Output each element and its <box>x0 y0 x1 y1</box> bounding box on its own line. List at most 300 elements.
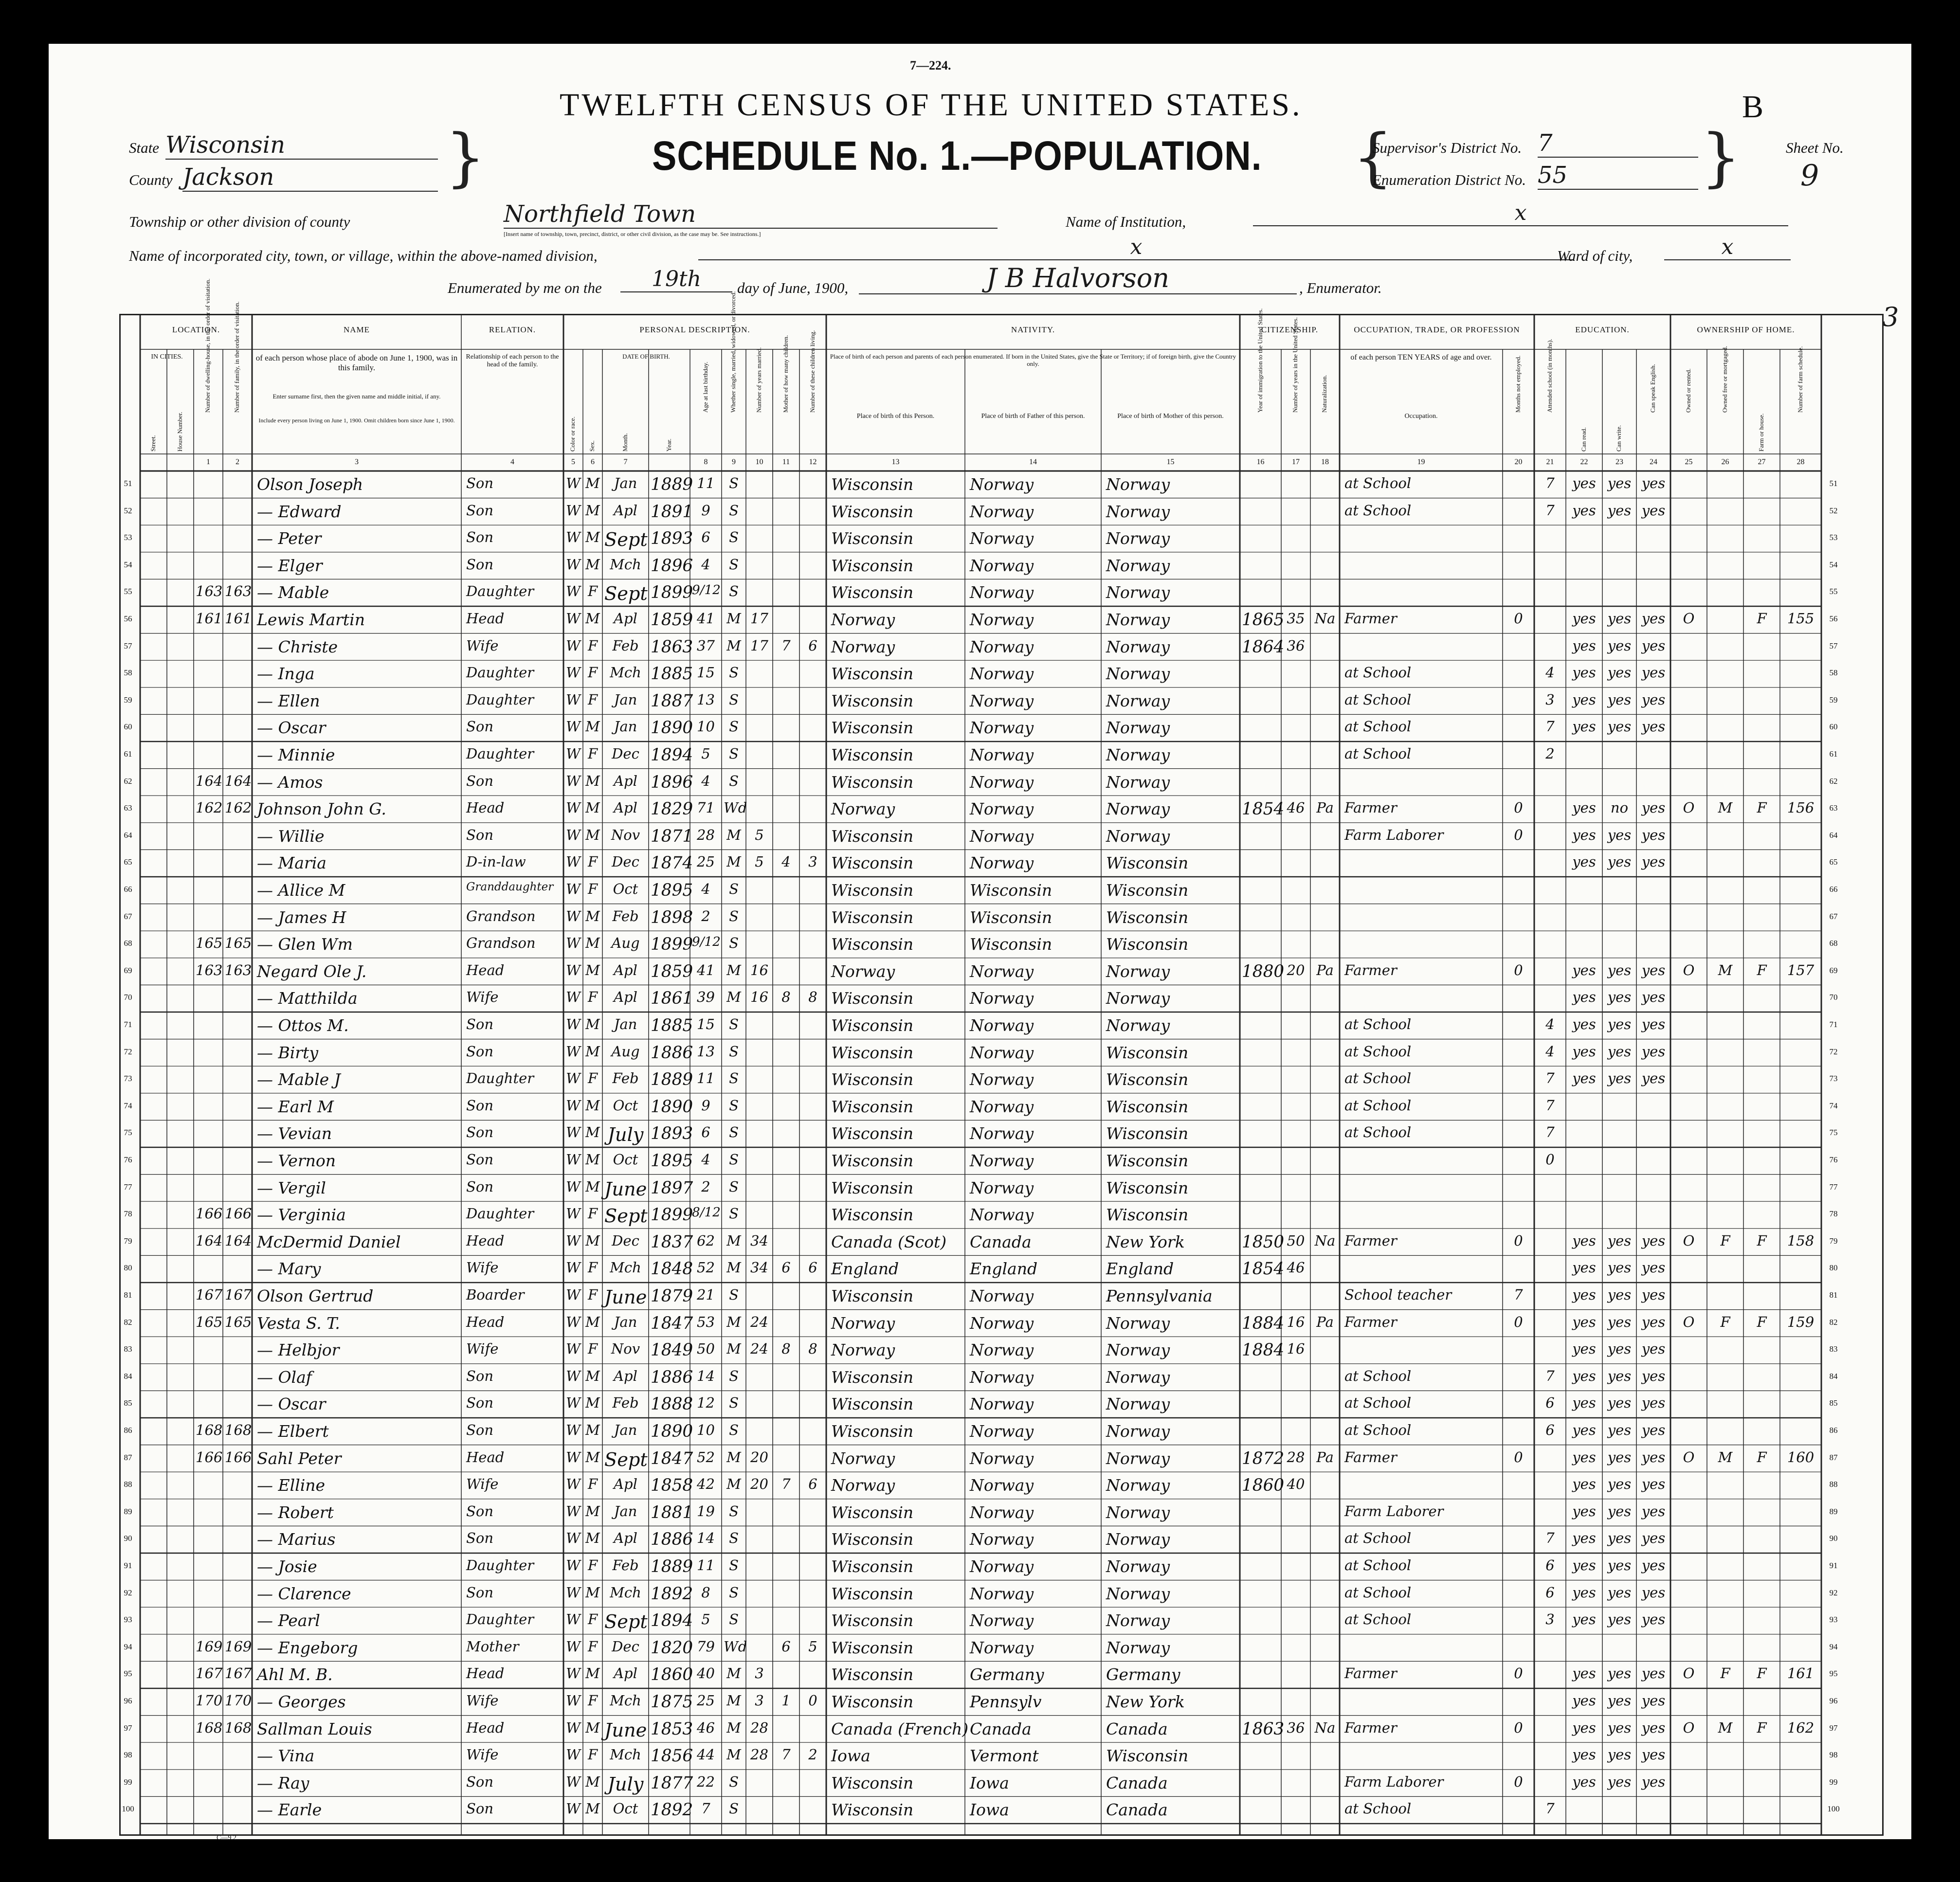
enumerated-day: 19th <box>620 267 732 292</box>
cell-fs: 156 <box>1787 799 1815 816</box>
cell-yr: 1888 <box>651 1394 693 1414</box>
cell-rel: Wife <box>466 989 499 1006</box>
cell-occ: at School <box>1344 1124 1412 1141</box>
cell-farm: F <box>1757 799 1767 816</box>
line-number: 77 <box>124 1182 132 1192</box>
cell-pob: Wisconsin <box>831 1557 914 1576</box>
form-number: 7—224. <box>910 58 951 72</box>
cell-rel: Head <box>466 799 505 816</box>
cell-age: 52 <box>697 1448 715 1466</box>
cell-wr: yes <box>1607 1530 1632 1547</box>
column-number: 14 <box>1029 458 1037 466</box>
line-number: 81 <box>124 1290 132 1300</box>
line-number: 66 <box>1829 885 1838 894</box>
cell-fam: 166 <box>225 1205 252 1222</box>
cell-rel: Daughter <box>466 745 534 762</box>
cell-yrs: 35 <box>1287 610 1305 627</box>
line-number: 76 <box>1829 1155 1838 1164</box>
cell-race: W <box>566 935 581 952</box>
cell-yr: 1871 <box>651 826 693 846</box>
cell-age: 9 <box>701 1097 710 1114</box>
cell-fpob: Norway <box>970 1124 1034 1143</box>
cell-race: W <box>566 1286 581 1303</box>
cell-race: W <box>566 1638 581 1655</box>
line-number: 82 <box>1829 1317 1838 1327</box>
cell-occ: Farmer <box>1344 1232 1397 1249</box>
column-label: Attended school (in months). <box>1545 339 1553 413</box>
cell-rel: Son <box>466 826 494 843</box>
cell-rd: yes <box>1572 1313 1596 1330</box>
cell-age: 11 <box>697 475 715 491</box>
cell-mpob: Norway <box>1106 664 1170 684</box>
line-number: 51 <box>124 479 132 488</box>
cell-pob: Wisconsin <box>831 1422 914 1441</box>
cell-fam: 164 <box>225 1232 252 1249</box>
cell-fpob: Norway <box>970 1611 1034 1630</box>
cell-sex: F <box>587 881 598 897</box>
cell-rd: yes <box>1572 989 1596 1006</box>
line-number: 99 <box>1829 1777 1838 1787</box>
cell-fam: 163 <box>225 583 252 600</box>
column-label: Number of dwelling-house, in the order of visitation. <box>204 278 211 413</box>
cell-mo: Apl <box>614 772 637 789</box>
cell-rel: Granddaughter <box>466 881 554 893</box>
cell-pob: Wisconsin <box>831 583 914 602</box>
line-number: 73 <box>124 1074 132 1084</box>
cell-name: — Vevian <box>257 1124 332 1143</box>
cell-en: yes <box>1641 826 1666 843</box>
cell-sch: 7 <box>1545 1800 1555 1817</box>
cell-fpob: Norway <box>970 1313 1034 1333</box>
cell-mo: Apl <box>614 1367 637 1384</box>
cell-wr: yes <box>1607 1259 1632 1276</box>
cell-age: 13 <box>697 691 715 708</box>
column-label: Number of farm schedule. <box>1796 346 1804 413</box>
cell-occ: Farmer <box>1344 1313 1397 1330</box>
cell-name: — Vernon <box>257 1151 336 1170</box>
cell-pob: Wisconsin <box>831 1394 914 1414</box>
cell-name: — Oscar <box>257 718 326 738</box>
cell-yr: 1863 <box>651 637 693 657</box>
cell-dw: 166 <box>196 1205 223 1222</box>
cell-farm: F <box>1757 1719 1767 1736</box>
cell-ms: S <box>729 1124 739 1141</box>
cell-en: yes <box>1641 1340 1666 1357</box>
column-number: 20 <box>1514 458 1523 466</box>
cell-age: 10 <box>697 718 715 735</box>
cell-wr: yes <box>1607 1476 1632 1493</box>
cell-fpob: Norway <box>970 529 1034 548</box>
cell-ym: 24 <box>750 1340 768 1357</box>
cell-pob: Norway <box>831 961 895 981</box>
cell-ms: M <box>726 1476 741 1493</box>
line-number: 93 <box>124 1615 132 1625</box>
cell-en: yes <box>1641 1232 1666 1249</box>
cell-ms: S <box>729 1367 739 1384</box>
column-number: 2 <box>236 458 239 466</box>
cell-age: 9 <box>701 502 710 519</box>
institution-label: Name of Institution, <box>1066 213 1186 230</box>
cell-race: W <box>566 1584 581 1601</box>
county-value: Jackson <box>182 163 438 192</box>
cell-ym: 17 <box>750 637 768 654</box>
cell-wr: yes <box>1607 1286 1632 1303</box>
cell-mpob: Pennsylvania <box>1106 1286 1213 1305</box>
line-number: 92 <box>1829 1588 1838 1597</box>
cell-name: Lewis Martin <box>257 610 365 629</box>
cell-yr: 1853 <box>651 1719 693 1739</box>
cell-pob: Canada (Scot) <box>831 1232 947 1251</box>
cell-fpob: Norway <box>970 664 1034 684</box>
cell-rel: Son <box>466 1502 494 1520</box>
cell-occ: Farmer <box>1344 961 1397 978</box>
cell-race: W <box>566 853 581 870</box>
cell-occ: at School <box>1344 1097 1412 1114</box>
cell-name: — Inga <box>257 664 315 684</box>
column-number: 12 <box>809 458 817 466</box>
line-number: 92 <box>124 1588 132 1597</box>
cell-mo: Nov <box>611 826 640 843</box>
cell-fs: 155 <box>1787 610 1815 627</box>
cell-sex: F <box>587 691 598 708</box>
cell-yr: 1889 <box>651 1070 693 1090</box>
cell-age: 44 <box>697 1746 715 1763</box>
cell-fpob: Norway <box>970 1070 1034 1089</box>
cell-race: W <box>566 1070 581 1087</box>
cell-farm: F <box>1757 961 1767 978</box>
cell-rel: Daughter <box>466 583 534 600</box>
cell-ne: 0 <box>1514 610 1523 627</box>
cell-pob: Wisconsin <box>831 772 914 792</box>
cell-imm: 1864 <box>1242 637 1285 657</box>
column-number: 27 <box>1758 458 1766 466</box>
cell-rd: yes <box>1572 475 1596 491</box>
cell-race: W <box>566 745 581 762</box>
cell-yr: 1877 <box>651 1773 693 1793</box>
cell-rel: Son <box>466 1422 494 1438</box>
cell-mo: Jan <box>614 691 637 708</box>
cell-name: — Mable <box>257 583 329 602</box>
cell-sch: 2 <box>1545 745 1555 762</box>
cell-mo: Oct <box>613 1151 638 1168</box>
cell-pob: Wisconsin <box>831 718 914 738</box>
cell-dw: 163 <box>196 583 223 600</box>
cell-mpob: New York <box>1106 1232 1185 1251</box>
cell-fpob: Norway <box>970 1476 1034 1495</box>
cell-race: W <box>566 1476 581 1493</box>
cell-sex: M <box>585 799 600 816</box>
cell-mo: July <box>607 1773 644 1795</box>
cell-fs: 157 <box>1787 961 1815 978</box>
day-label: day of June, 1900, <box>737 279 849 296</box>
cell-rd: yes <box>1572 1286 1596 1303</box>
cell-yr: 1899 <box>651 935 693 955</box>
cell-yr: 1894 <box>651 745 693 765</box>
cell-sex: M <box>585 1097 600 1114</box>
line-number: 80 <box>1829 1263 1838 1273</box>
cell-occ: at School <box>1344 664 1412 681</box>
line-number: 95 <box>1829 1669 1838 1679</box>
cell-wr: yes <box>1607 1016 1632 1032</box>
cell-race: W <box>566 1178 581 1195</box>
cell-wr: yes <box>1607 502 1632 519</box>
cell-dw: 165 <box>196 1313 223 1330</box>
cell-race: W <box>566 1448 581 1466</box>
cell-race: W <box>566 1422 581 1438</box>
cell-age: 8 <box>701 1584 710 1601</box>
cell-mpob: Wisconsin <box>1106 1178 1189 1197</box>
line-number: 51 <box>1829 479 1838 488</box>
column-label: Number of years in the United States. <box>1291 317 1299 413</box>
cell-name: Johnson John G. <box>257 799 386 819</box>
cell-yr: 1886 <box>651 1530 693 1550</box>
line-number: 64 <box>1829 830 1838 840</box>
cell-name: — Ellen <box>257 691 320 710</box>
cell-wr: yes <box>1607 1422 1632 1438</box>
cell-mo: Feb <box>612 1557 639 1574</box>
cell-name: Sallman Louis <box>257 1719 372 1738</box>
cell-fam: 166 <box>225 1448 252 1466</box>
cell-ym: 5 <box>755 853 764 870</box>
cell-sex: M <box>585 1232 600 1249</box>
county-label: County <box>129 171 173 188</box>
cell-rel: Head <box>466 1448 505 1466</box>
line-number: 100 <box>122 1804 134 1814</box>
cell-occ: at School <box>1344 1070 1412 1087</box>
cell-wr: yes <box>1607 1557 1632 1574</box>
cell-rel: Son <box>466 1584 494 1601</box>
cell-age: 21 <box>697 1286 715 1303</box>
cell-rd: yes <box>1572 1070 1596 1087</box>
line-number: 78 <box>124 1209 132 1219</box>
line-number: 80 <box>124 1263 132 1273</box>
column-number: 24 <box>1650 458 1657 466</box>
cell-mo: Apl <box>614 502 637 519</box>
cell-pob: Wisconsin <box>831 989 914 1008</box>
cell-age: 10 <box>697 1422 715 1438</box>
cell-en: yes <box>1641 1367 1666 1384</box>
cell-rd: yes <box>1572 1665 1596 1682</box>
column-label: Owned or rented. <box>1684 368 1692 413</box>
cell-age: 39 <box>697 989 715 1006</box>
cell-en: yes <box>1641 1259 1666 1276</box>
cell-pob: Wisconsin <box>831 1151 914 1170</box>
enum-district-label: Enumeration District No. <box>1372 171 1526 188</box>
cell-imm: 1850 <box>1242 1232 1285 1252</box>
cell-fpob: Norway <box>970 610 1034 629</box>
line-number: 60 <box>124 722 132 732</box>
line-number: 82 <box>124 1317 132 1327</box>
cell-age: 52 <box>697 1259 715 1276</box>
cell-wr: yes <box>1607 1692 1632 1709</box>
line-number: 74 <box>1829 1101 1838 1110</box>
cell-race: W <box>566 772 581 789</box>
cell-pob: Wisconsin <box>831 1530 914 1549</box>
line-number: 96 <box>1829 1696 1838 1705</box>
cell-mpob: Norway <box>1106 610 1170 629</box>
cell-mort: M <box>1718 1448 1733 1466</box>
column-number: 8 <box>704 458 708 466</box>
cell-age: 12 <box>697 1394 715 1412</box>
cell-cl: 0 <box>808 1692 817 1709</box>
cell-name: — Ottos M. <box>257 1016 349 1035</box>
cell-mo: Mch <box>610 1584 641 1601</box>
line-number: 76 <box>124 1155 132 1164</box>
cell-name: — Robert <box>257 1502 334 1522</box>
cell-name: — Josie <box>257 1557 317 1576</box>
cell-ne: 7 <box>1514 1286 1523 1303</box>
cell-mo: July <box>607 1124 644 1146</box>
cell-fpob: Norway <box>970 1043 1034 1062</box>
cell-age: 40 <box>697 1665 715 1682</box>
cell-wr: yes <box>1607 989 1632 1006</box>
cell-occ: at School <box>1344 1367 1412 1384</box>
column-label: Place of birth of Mother of this person. <box>1117 413 1224 420</box>
line-number: 81 <box>1829 1290 1838 1300</box>
cell-yrs: 16 <box>1287 1340 1305 1357</box>
cell-rel: Son <box>466 1800 494 1817</box>
cell-sex: F <box>587 1692 598 1709</box>
cell-rd: yes <box>1572 502 1596 519</box>
cell-yr: 1849 <box>651 1340 693 1360</box>
cell-yr: 1874 <box>651 853 693 873</box>
cell-age: 79 <box>697 1638 715 1655</box>
cell-pob: Wisconsin <box>831 1611 914 1630</box>
cell-name: — Edward <box>257 502 342 521</box>
cell-mpob: Norway <box>1106 1530 1170 1549</box>
cell-mpob: Norway <box>1106 637 1170 656</box>
cell-ym: 16 <box>750 961 768 978</box>
cell-en: yes <box>1641 637 1666 654</box>
line-number: 85 <box>1829 1398 1838 1408</box>
cell-mpob: Norway <box>1106 961 1170 981</box>
line-number: 93 <box>1829 1615 1838 1625</box>
line-number: 83 <box>124 1344 132 1354</box>
cell-fpob: Wisconsin <box>970 935 1053 954</box>
cell-yr: 1891 <box>651 502 693 522</box>
cell-pob: Norway <box>831 610 895 629</box>
cell-en: yes <box>1641 718 1666 735</box>
cell-fpob: Norway <box>970 1151 1034 1170</box>
cell-rel: Son <box>466 1367 494 1384</box>
cell-sex: M <box>585 1124 600 1141</box>
cell-name: — Willie <box>257 826 325 846</box>
date-of-birth-label: DATE OF BIRTH. <box>622 353 670 360</box>
cell-yr: 1896 <box>651 556 693 576</box>
cell-fs: 158 <box>1787 1232 1815 1249</box>
cell-mo: Dec <box>612 745 639 762</box>
line-number: 53 <box>124 533 132 543</box>
cell-ms: S <box>729 745 739 762</box>
cell-name: — Mable J <box>257 1070 341 1089</box>
line-number: 55 <box>1829 587 1838 597</box>
cell-rd: yes <box>1572 1692 1596 1709</box>
cell-pob: Wisconsin <box>831 556 914 575</box>
line-number: 97 <box>1829 1723 1838 1733</box>
cell-occ: at School <box>1344 475 1412 491</box>
cell-pob: Wisconsin <box>831 935 914 954</box>
cell-ym: 34 <box>750 1259 768 1276</box>
cell-ms: S <box>729 1286 739 1303</box>
cell-dw: 165 <box>196 935 223 952</box>
cell-ms: M <box>726 1259 741 1276</box>
cell-rel: Daughter <box>466 664 534 681</box>
cell-sex: M <box>585 1394 600 1412</box>
cell-cl: 3 <box>808 853 817 870</box>
cell-pob: Wisconsin <box>831 1097 914 1116</box>
cell-wr: yes <box>1607 664 1632 681</box>
cell-sch: 7 <box>1545 1097 1555 1114</box>
line-number: 90 <box>1829 1534 1838 1543</box>
column-label: Owned free or mortgaged. <box>1721 345 1728 413</box>
cell-ym: 20 <box>750 1476 768 1493</box>
cell-race: W <box>566 1124 581 1141</box>
column-number: 17 <box>1292 458 1300 466</box>
cell-yr: 1885 <box>651 664 693 684</box>
cell-own: O <box>1683 799 1695 816</box>
cell-sex: M <box>585 935 600 952</box>
group-header: EDUCATION. <box>1575 325 1630 334</box>
cell-fpob: Norway <box>970 1584 1034 1603</box>
cell-age: 14 <box>697 1367 715 1384</box>
cell-rel: Head <box>466 1719 505 1736</box>
line-number: 57 <box>124 641 132 651</box>
cell-fpob: Norway <box>970 718 1034 738</box>
cell-name: — Verginia <box>257 1205 346 1225</box>
city-label: Name of incorporated city, town, or village, within the above-named division, <box>129 247 598 264</box>
cell-ne: 0 <box>1514 1313 1523 1330</box>
column-number: 9 <box>732 458 736 466</box>
cell-fpob: Norway <box>970 1530 1034 1549</box>
cell-mo: Apl <box>614 799 637 816</box>
cell-mo: Mch <box>610 664 641 681</box>
cell-rd: yes <box>1572 1394 1596 1412</box>
cell-sex: M <box>585 1422 600 1438</box>
column-label: Place of birth of this Person. <box>856 413 935 420</box>
line-number: 88 <box>124 1480 132 1489</box>
line-number: 59 <box>124 695 132 705</box>
cell-ne: 0 <box>1514 1448 1523 1466</box>
cell-farm: F <box>1757 1313 1767 1330</box>
line-number: 59 <box>1829 695 1838 705</box>
cell-sch: 7 <box>1545 1530 1555 1547</box>
cell-yr: 1847 <box>651 1313 693 1333</box>
cell-fam: 165 <box>225 935 252 952</box>
cell-mpob: Norway <box>1106 718 1170 738</box>
cell-rel: D-in-law <box>466 853 526 870</box>
cell-ne: 0 <box>1514 826 1523 843</box>
column-number: 22 <box>1580 458 1588 466</box>
cell-mpob: Norway <box>1106 826 1170 846</box>
cell-mo: Feb <box>612 1394 639 1412</box>
institution-value: x <box>1253 200 1788 226</box>
cell-yrs: 28 <box>1287 1448 1305 1466</box>
cell-rel: Wife <box>466 1692 499 1709</box>
cell-nat: Pa <box>1316 961 1334 978</box>
township-instruction: [Insert name of township, town, precinct, district, or other civil division, as the case may be. See instructions.] <box>504 231 761 237</box>
footer-mark: C—9 2 <box>217 1834 236 1842</box>
column-number: 15 <box>1166 458 1175 466</box>
cell-wr: yes <box>1607 961 1632 978</box>
cell-ne: 0 <box>1514 799 1523 816</box>
cell-rd: yes <box>1572 610 1596 627</box>
cell-wr: yes <box>1607 1313 1632 1330</box>
cell-sex: F <box>587 989 598 1006</box>
cell-mpob: New York <box>1106 1692 1185 1711</box>
cell-imm: 1865 <box>1242 610 1285 630</box>
cell-rel: Son <box>466 529 494 546</box>
cell-fpob: Canada <box>970 1232 1032 1251</box>
